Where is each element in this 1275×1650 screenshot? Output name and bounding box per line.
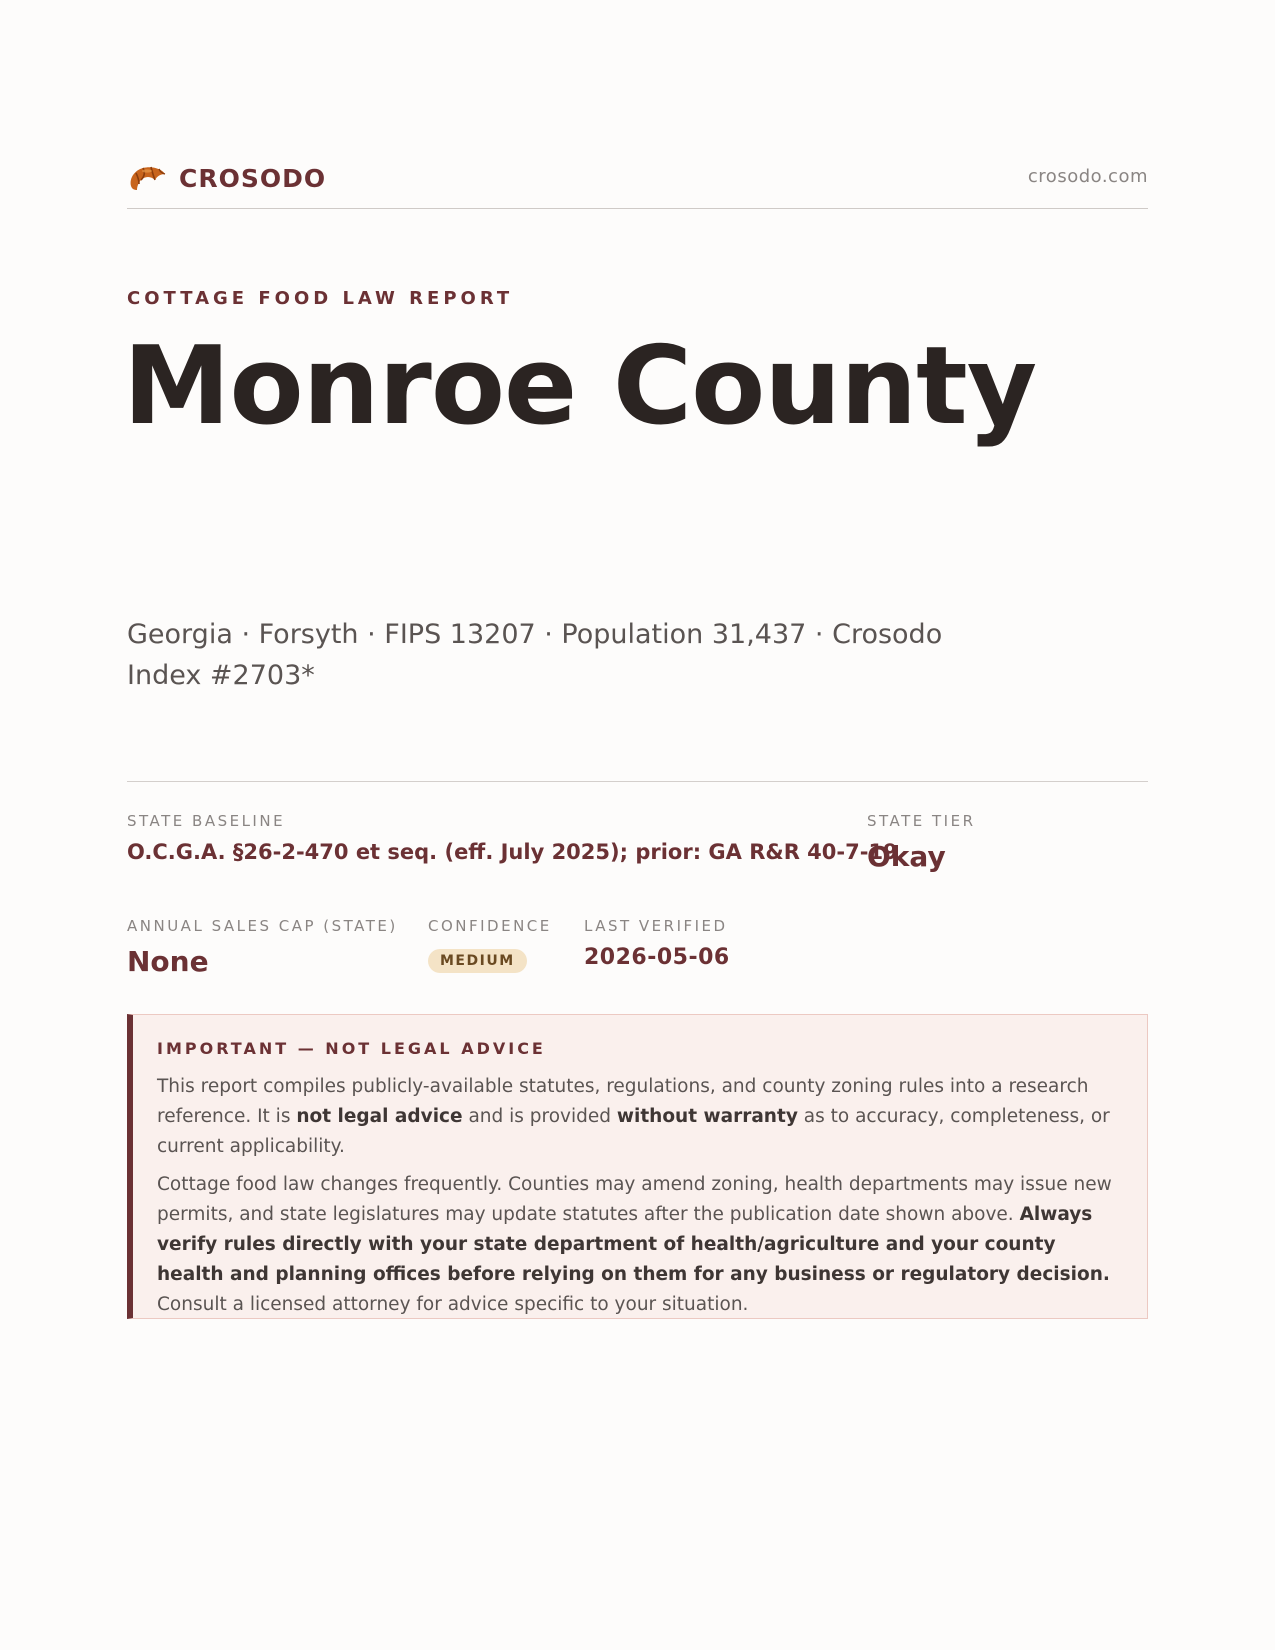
state-tier-field bbox=[867, 812, 976, 873]
sales-cap-field bbox=[127, 917, 398, 978]
report-page bbox=[123, 0, 1148, 1650]
confidence-label: CONFIDENCE bbox=[428, 917, 552, 935]
state-tier-label: STATE TIER bbox=[867, 812, 976, 830]
confidence-field bbox=[428, 917, 552, 973]
disclaimer-paragraph-1: This report compiles publicly-available statutes, regulations, and county zoning rules into a research reference. It is not legal advice and is provided without warranty as to accuracy, completeness, or current applicability. bbox=[157, 1076, 1110, 1157]
brand-name: CROSODO bbox=[179, 163, 327, 193]
page-title: Monroe County bbox=[123, 324, 1037, 449]
site-url[interactable]: crosodo.com bbox=[1027, 166, 1148, 187]
sales-cap-value: None bbox=[127, 945, 209, 978]
confidence-badge: MEDIUM bbox=[428, 949, 527, 973]
section-divider bbox=[127, 781, 1148, 782]
state-baseline-field bbox=[127, 812, 898, 864]
state-tier-value: Okay bbox=[867, 840, 946, 873]
disclaimer-heading: IMPORTANT — NOT LEGAL ADVICE bbox=[157, 1039, 546, 1058]
last-verified-label: LAST VERIFIED bbox=[584, 917, 728, 935]
legal-disclaimer bbox=[127, 1014, 1148, 1319]
state-baseline-label: STATE BASELINE bbox=[127, 812, 286, 830]
location-summary: Georgia · Forsyth · FIPS 13207 · Population 31,437 · Crosodo Index #2703* bbox=[127, 619, 943, 691]
croissant-icon bbox=[127, 160, 167, 196]
report-type-label: COTTAGE FOOD LAW REPORT bbox=[127, 288, 514, 309]
state-baseline-value: O.C.G.A. §26-2-470 et seq. (eff. July 2025); prior: GA R&R 40-7-19 bbox=[127, 840, 898, 864]
last-verified-value: 2026-05-06 bbox=[584, 945, 730, 970]
last-verified-field bbox=[584, 917, 730, 970]
disclaimer-paragraph-2: Cottage food law changes frequently. Counties may amend zoning, health departments may issue new permits, and state legislatures may update statutes after the publication date shown above. Always verify rules directly with your state department of health/agriculture and your county health and planning offices before relying on them for any business or regulatory decision. Consult a licensed attorney for advice specific to your situation. bbox=[157, 1174, 1112, 1315]
sales-cap-label: ANNUAL SALES CAP (STATE) bbox=[127, 917, 398, 935]
page-header bbox=[127, 156, 1148, 209]
brand-logo bbox=[127, 160, 326, 196]
